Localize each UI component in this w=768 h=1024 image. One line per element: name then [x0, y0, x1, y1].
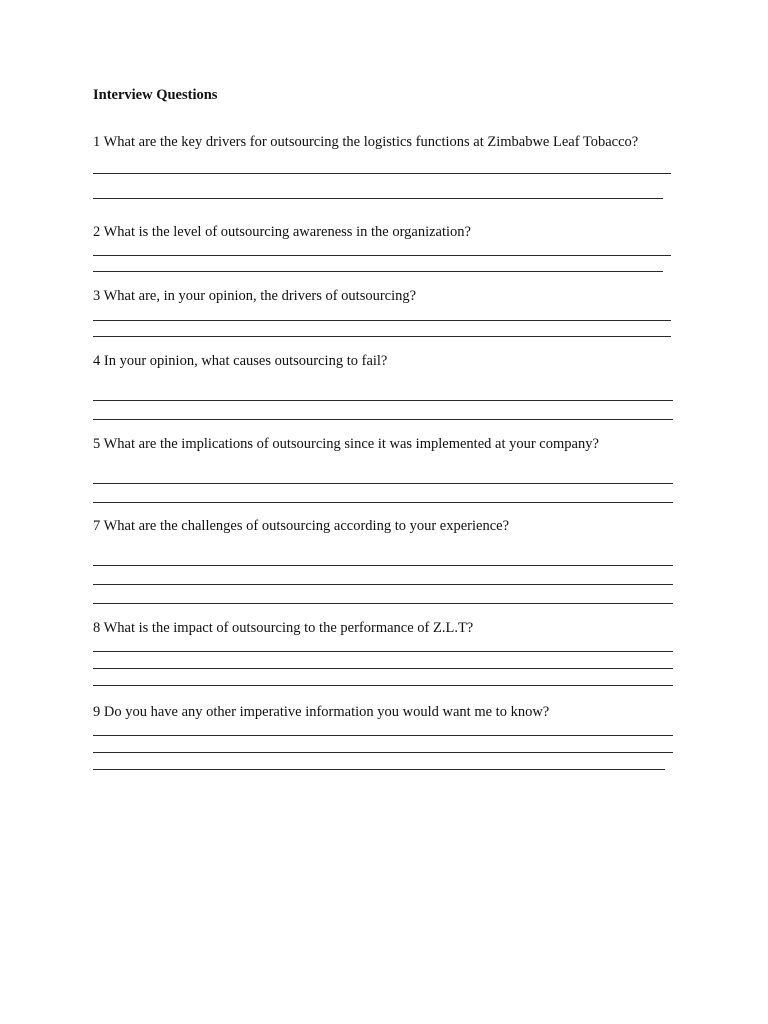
answer-line [93, 668, 673, 669]
answer-line [93, 255, 671, 256]
answer-line [93, 271, 663, 272]
answer-line [93, 584, 673, 585]
answer-line [93, 651, 673, 652]
answer-line [93, 419, 673, 420]
answer-line [93, 173, 671, 174]
answer-line [93, 502, 673, 503]
question-9: 9 Do you have any other imperative information you would want me to know? [93, 704, 550, 720]
answer-line [93, 565, 673, 566]
answer-line [93, 752, 673, 753]
question-1: 1 What are the key drivers for outsourcing the logistics functions at Zimbabwe Leaf Tobacco? [93, 134, 639, 150]
question-4: 4 In your opinion, what causes outsourcing to fail? [93, 353, 388, 369]
question-5: 5 What are the implications of outsourcing since it was implemented at your company? [93, 436, 599, 452]
answer-line [93, 483, 673, 484]
answer-line [93, 198, 663, 199]
document-title: Interview Questions [93, 87, 218, 103]
answer-line [93, 735, 673, 736]
answer-line [93, 336, 671, 337]
question-3: 3 What are, in your opinion, the drivers of outsourcing? [93, 288, 417, 304]
answer-line [93, 320, 671, 321]
answer-line [93, 400, 673, 401]
question-2: 2 What is the level of outsourcing awareness in the organization? [93, 224, 471, 240]
question-7: 7 What are the challenges of outsourcing according to your experience? [93, 518, 510, 534]
answer-line [93, 685, 673, 686]
answer-line [93, 603, 673, 604]
answer-line [93, 769, 665, 770]
question-8: 8 What is the impact of outsourcing to the performance of Z.L.T? [93, 620, 474, 636]
